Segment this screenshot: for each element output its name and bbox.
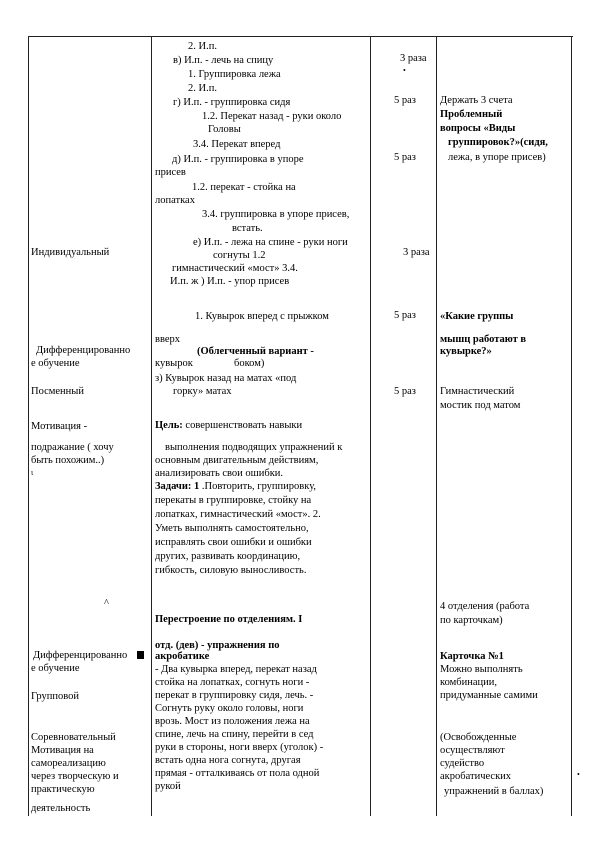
- note-card-line: комбинации,: [440, 677, 497, 688]
- exercise-line: присев: [155, 167, 186, 178]
- acrobatics-line: врозь. Мост из положения лежа на: [155, 716, 310, 727]
- exercise-line: гимнастический «мост» 3.4.: [172, 263, 298, 274]
- note-problem-b: вопросы «Виды: [440, 123, 516, 134]
- acrobatics-heading-a: отд. (дев) - упражнения по: [155, 640, 280, 651]
- competitive-e: практическую: [31, 784, 95, 795]
- note-exempt-line: упражнений в баллах): [444, 786, 544, 797]
- competitive-f: деятельность: [31, 803, 91, 814]
- note-departments-b: по карточкам): [440, 615, 503, 626]
- competitive-b: Мотивация на: [31, 745, 94, 756]
- competitive-a: Соревновательный: [31, 732, 116, 743]
- motivation-a: Мотивация -: [31, 421, 88, 432]
- exercise-line: г) И.п. - группировка сидя: [173, 97, 291, 108]
- motivation-c: быть похожим..): [31, 455, 105, 466]
- note-hold: Держать 3 счета: [440, 95, 513, 106]
- motivation-b: подражание ( хочу: [31, 442, 114, 453]
- caret-mark: ^: [104, 598, 109, 609]
- acrobatics-line: Согнуть руку около головы, ноги: [155, 703, 304, 714]
- bullet-mark: •: [403, 66, 406, 75]
- table-column-divider-2: [370, 36, 371, 816]
- method-differentiated-2-b: е обучение: [31, 663, 80, 674]
- tasks-line: гибкость, силовую выносливость.: [155, 565, 307, 576]
- method-posmenny: Посменный: [31, 386, 84, 397]
- exercise-line: е) И.п. - лежа на спине - руки ноги: [193, 237, 348, 248]
- exercise-line: 1.2. Перекат назад - руки около: [202, 111, 342, 122]
- note-card-title: Карточка №1: [440, 651, 504, 662]
- competitive-c: самореализацию: [31, 758, 106, 769]
- exercise-line: И.п. ж ) И.п. - упор присев: [170, 276, 290, 287]
- acrobatics-heading-b: акробатике: [155, 651, 210, 662]
- repetitions: 5 раз: [394, 310, 416, 321]
- competitive-d: через творческую и: [31, 771, 119, 782]
- exercise-line: 2. И.п.: [188, 83, 217, 94]
- table-column-divider-3: [436, 36, 437, 816]
- exercise-line: 1. Группировка лежа: [188, 69, 281, 80]
- table-column-divider-1: [151, 36, 152, 816]
- note-exempt-line: судейство: [440, 758, 485, 769]
- method-differentiated-2-a: Дифференцированно: [33, 650, 128, 661]
- note-exempt-line: акробатических: [440, 771, 512, 782]
- goal-label: Цель:: [155, 420, 183, 431]
- exercise-line: 1. Кувырок вперед с прыжком: [195, 311, 329, 322]
- exercise-line: 1.2. перекат - стойка на: [192, 182, 296, 193]
- note-muscles-b: мышц работают в: [440, 334, 527, 345]
- goal-line: анализировать свои ошибки.: [155, 468, 284, 479]
- note-problem-c: [448, 136, 548, 149]
- note-exempt-line: осуществляют: [440, 745, 505, 756]
- note-muscles-c: кувырке?»: [440, 346, 492, 357]
- acrobatics-line: прямая - отталкиваясь от пола одной: [155, 768, 320, 779]
- method-individual: Индивидуальный: [31, 247, 110, 258]
- acrobatics-line: встать одна нога согнута, другая: [155, 755, 301, 766]
- tasks-line: исправлять свои ошибки и ошибки: [155, 537, 312, 548]
- exercise-line: 3.4. группировка в упоре присев,: [202, 209, 350, 220]
- note-bridge-b: мостик под матом: [440, 400, 521, 411]
- goal-line: [155, 419, 302, 432]
- goal-line: основным двигательным действиям,: [155, 455, 319, 466]
- note-exempt-line: (Освобожденные: [440, 732, 517, 743]
- method-group: Групповой: [31, 691, 80, 702]
- table-border-top: [28, 36, 573, 37]
- note-problem-c-bold: группировок?»: [448, 137, 521, 148]
- acrobatics-line: спине, лечь на спину, перейти в сед: [155, 729, 314, 740]
- acrobatics-line: перекат в группировку сидя, лечь. -: [155, 690, 314, 701]
- exercise-line: з) Кувырок назад на матах «под: [155, 373, 297, 384]
- tasks-line: других, развивать координацию,: [155, 551, 301, 562]
- method-differentiated-1-b: е обучение: [31, 358, 80, 369]
- repetitions: 5 раз: [394, 95, 416, 106]
- exercise-line: горку» матах: [173, 386, 232, 397]
- square-marker: [137, 651, 144, 659]
- tasks-line: Уметь выполнять самостоятельно,: [155, 523, 309, 534]
- note-card-line: Можно выполнять: [440, 664, 523, 675]
- acrobatics-line: руки в стороны, ноги вверх (уголок) -: [155, 742, 324, 753]
- note-muscles-a: «Какие группы: [440, 311, 514, 322]
- repetitions: 5 раз: [394, 152, 416, 163]
- tasks-line: лопатках, гимнастический «мост». 2.: [155, 509, 321, 520]
- bullet-mark: ι: [31, 468, 34, 477]
- acrobatics-line: стойка на лопатках, согнуть ноги -: [155, 677, 310, 688]
- repetitions: 5 раз: [394, 386, 416, 397]
- exercise-line: вверх: [155, 334, 181, 345]
- goal-text: совершенствовать навыки: [185, 420, 303, 431]
- exercise-line: согнуты 1.2: [213, 250, 266, 261]
- repetitions: 3 раза: [400, 53, 427, 64]
- regroup-heading: Перестроение по отделениям. I: [155, 614, 303, 625]
- note-departments-a: 4 отделения (работа: [440, 601, 530, 612]
- exercise-line: в) И.п. - лечь на спицу: [173, 55, 274, 66]
- note-card-line: придуманные самими: [440, 690, 538, 701]
- note-bridge-a: Гимнастический: [440, 386, 515, 397]
- bullet-mark: •: [577, 770, 580, 779]
- exercise-line: Головы: [208, 124, 241, 135]
- table-border-right: [571, 36, 572, 816]
- exercise-line: 2. И.п.: [188, 41, 217, 52]
- exercise-line: боком): [234, 358, 265, 369]
- acrobatics-line: - Два кувырка вперед, перекат назад: [155, 664, 317, 675]
- exercise-line: встать.: [232, 223, 263, 234]
- acrobatics-line: рукой: [155, 781, 181, 792]
- tasks-line: [155, 480, 316, 493]
- note-problem-c-tail: (сидя,: [520, 137, 548, 148]
- exercise-line: д) И.п. - группировка в упоре: [172, 154, 304, 165]
- note-problem-a: Проблемный: [440, 109, 503, 120]
- method-differentiated-1-a: Дифференцированно: [36, 345, 131, 356]
- table-border-left: [28, 36, 29, 816]
- exercise-line: кувырок: [155, 358, 193, 369]
- note-problem-d: лежа, в упоре присев): [448, 152, 546, 163]
- goal-line: выполнения подводящих упражнений к: [165, 442, 343, 453]
- exercise-line: лопатках: [155, 195, 195, 206]
- repetitions: 3 раза: [403, 247, 430, 258]
- tasks-label: Задачи: 1: [155, 481, 200, 492]
- exercise-line: 3.4. Перекат вперед: [193, 139, 281, 150]
- tasks-line: перекаты в группировке, стойку на: [155, 495, 312, 506]
- tasks-text: .Повторить, группировку,: [201, 481, 317, 492]
- exercise-line-bold: (Облегченный вариант -: [197, 346, 314, 357]
